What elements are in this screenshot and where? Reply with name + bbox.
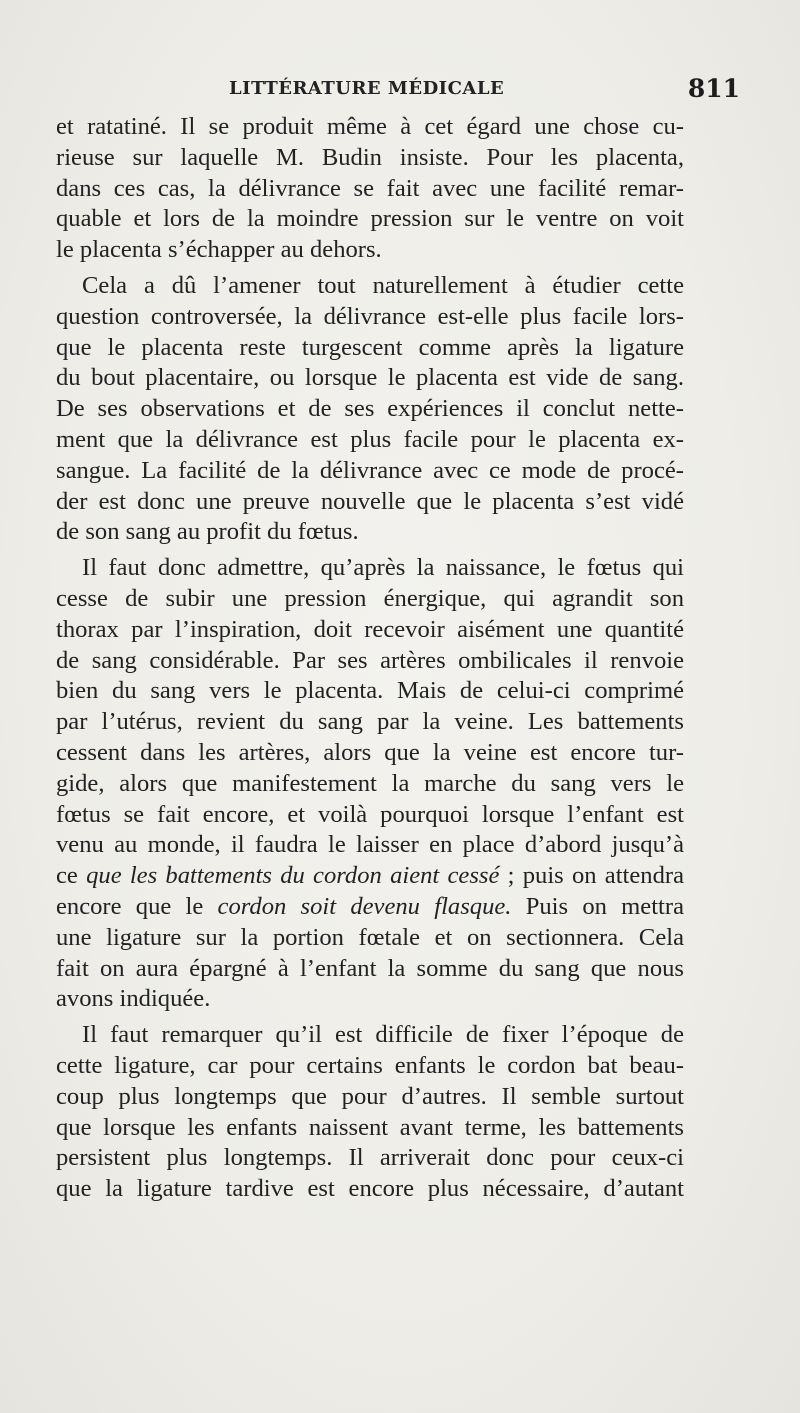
text-line: fœtus se fait encore, et voilà pourquoi lorsque l’enfant est bbox=[56, 800, 684, 828]
text-line: et ratatiné. Il se produit même à cet égard une chose cu- bbox=[56, 113, 684, 140]
paragraph-1 bbox=[56, 112, 684, 266]
text-line: dans ces cas, la délivrance se fait avec une facilité remar- bbox=[56, 174, 684, 202]
text-line: bien du sang vers le placenta. Mais de celui-ci comprimé bbox=[56, 677, 684, 705]
text-line: fait on aura épargné à l’enfant la somme du sang que nous bbox=[56, 954, 684, 982]
text-line-with-italic bbox=[56, 892, 684, 923]
paragraph-2 bbox=[56, 271, 684, 548]
text-line: cessent dans les artères, alors que la veine est encore tur- bbox=[56, 738, 684, 766]
text-line: sangue. La facilité de la délivrance avec ce mode de procé- bbox=[56, 456, 684, 484]
running-title: LITTÉRATURE MÉDICALE bbox=[229, 78, 505, 99]
text-line: quable et lors de la moindre pression sur le ventre on voit bbox=[56, 205, 684, 233]
text-line: Il faut remarquer qu’il est difficile de fixer l’époque de bbox=[82, 1021, 684, 1049]
text-line: du bout placentaire, ou lorsque le placenta est vide de sang. bbox=[56, 364, 684, 392]
text-fragment: encore que le bbox=[56, 892, 218, 920]
text-line: question controversée, la délivrance est-elle plus facile lors- bbox=[56, 302, 684, 330]
running-header bbox=[56, 74, 746, 114]
text-line: par l’utérus, revient du sang par la veine. Les battements bbox=[56, 708, 684, 736]
text-line: ment que la délivrance est plus facile pour le placenta ex- bbox=[56, 425, 684, 453]
text-line: Il faut donc admettre, qu’après la naissance, le fœtus qui bbox=[82, 554, 684, 582]
body-text bbox=[56, 112, 684, 1205]
paragraph-3 bbox=[56, 553, 684, 1015]
text-fragment: ce bbox=[56, 862, 87, 890]
text-line: de sang considérable. Par ses artères ombilicales il renvoie bbox=[56, 646, 684, 674]
text-line: thorax par l’inspiration, doit recevoir aisément une quantité bbox=[56, 615, 684, 643]
text-line: rieuse sur laquelle M. Budin insiste. Pour les placenta, bbox=[56, 143, 684, 171]
text-line: de son sang au profit du fœtus. bbox=[56, 518, 359, 546]
paragraph-4 bbox=[56, 1020, 684, 1205]
text-line: que la ligature tardive est encore plus nécessaire, d’autant bbox=[56, 1175, 684, 1203]
text-line: der est donc une preuve nouvelle que le placenta s’est vidé bbox=[56, 487, 684, 515]
text-line: Cela a dû l’amener tout naturellement à étudier cette bbox=[82, 271, 684, 299]
italic-phrase: que les battements du cordon aient cessé bbox=[86, 862, 500, 890]
text-fragment: Puis on mettra bbox=[511, 892, 684, 920]
text-line: De ses observations et de ses expériences il conclut nette- bbox=[56, 395, 684, 423]
text-line: venu au monde, il faudra le laisser en place d’abord jusqu’à bbox=[56, 831, 684, 859]
text-line: une ligature sur la portion fœtale et on sectionnera. Cela bbox=[56, 923, 684, 951]
text-line: cette ligature, car pour certains enfants le cordon bat beau- bbox=[56, 1051, 684, 1079]
text-line: persistent plus longtemps. Il arriverait donc pour ceux-ci bbox=[56, 1144, 684, 1172]
italic-phrase: cordon soit devenu flasque. bbox=[217, 892, 512, 920]
text-fragment: ; puis on attendra bbox=[499, 862, 685, 890]
page-number: 811 bbox=[687, 74, 740, 103]
text-line: coup plus longtemps que pour d’autres. Il semble surtout bbox=[56, 1082, 684, 1110]
text-line: que lorsque les enfants naissent avant terme, les battements bbox=[56, 1113, 684, 1141]
text-line-with-italic bbox=[56, 861, 684, 892]
text-line: le placenta s’échapper au dehors. bbox=[56, 236, 382, 264]
text-line: avons indiquée. bbox=[56, 985, 211, 1013]
text-line: gide, alors que manifestement la marche du sang vers le bbox=[56, 769, 684, 797]
text-line: cesse de subir une pression énergique, qui agrandit son bbox=[56, 584, 684, 612]
text-line: que le placenta reste turgescent comme après la ligature bbox=[56, 333, 684, 361]
